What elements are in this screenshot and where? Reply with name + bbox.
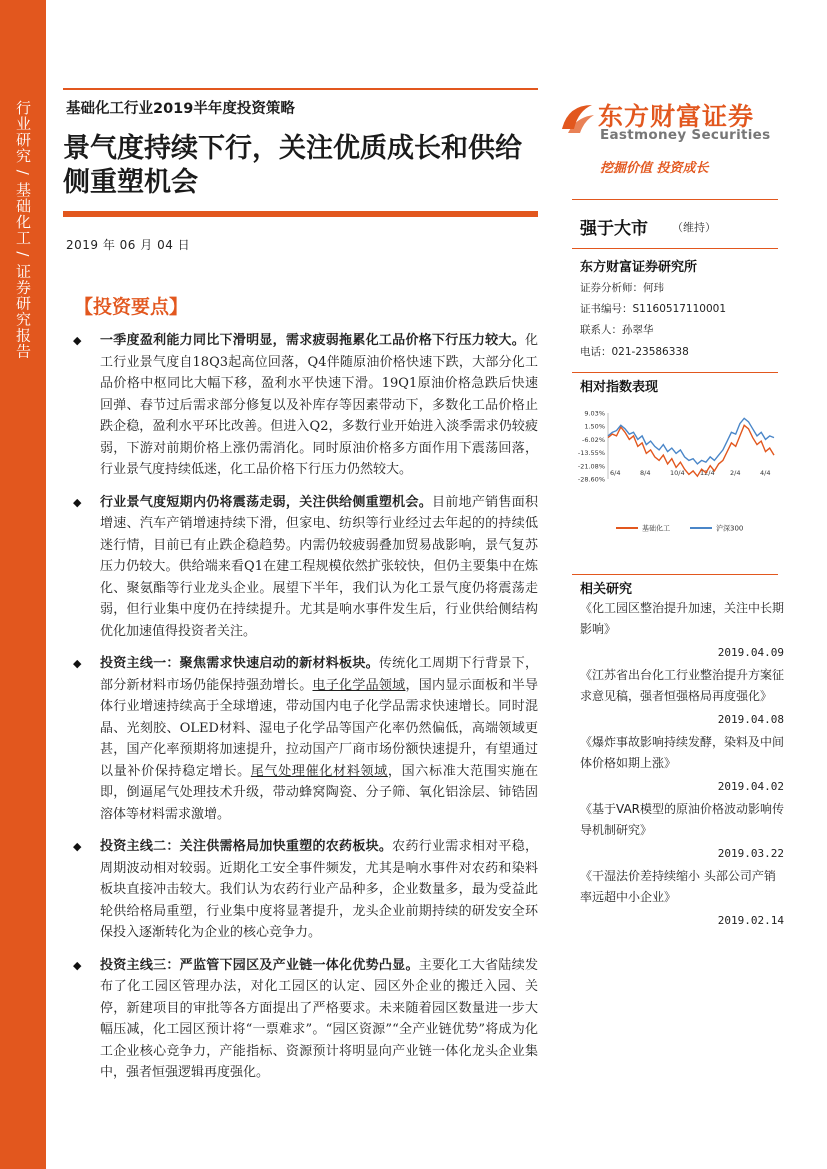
- report-subtitle: 基础化工行业2019半年度投资策略: [66, 101, 295, 117]
- left-sidebar: [0, 0, 46, 1169]
- key-point: [70, 955, 538, 1084]
- y-tick-label: 9.03%: [584, 409, 605, 418]
- divider: [572, 248, 778, 249]
- related-item-date: 2019.02.14: [717, 914, 784, 927]
- x-tick-label: 4/4: [760, 468, 771, 477]
- related-research-list: [580, 598, 784, 933]
- point-heading: 一季度盈利能力同比下滑明显，需求疲弱拖累化工品价格下行压力较大。: [100, 333, 525, 348]
- point-body: 农药行业需求相对平稳，周期波动相对较弱。近期化工安全事件频发，尤其是响水事件对农药和染料板块直接冲击较大。我们认为农药行业产品种多，企业数量多，最为受益此轮供给格局重塑，行业集中度将显著提升，龙头企业前期持续的研发安全环保投入逐渐转化为企业的核心竞争力。: [100, 839, 538, 940]
- underlined-term: 电子化学品领域: [312, 677, 406, 693]
- key-point: [70, 492, 538, 643]
- point-body: ，国内显示面板和半导体行业增速持续高于全球增速，带动国内电子化学品需求快速增长。同时混晶、光刻胶、OLED材料、湿电子化学品等国产化率仍然偏低，高端领域更甚，国产化率预期将加速提升，拉动国产厂商市场份额快速提升，有望通过以量补价保持稳定增长。: [100, 677, 538, 779]
- key-point: [70, 653, 538, 825]
- related-item-date: 2019.04.02: [717, 780, 784, 793]
- rating-label: 强于大市: [580, 219, 648, 239]
- point-heading: 行业景气度短期内仍将震荡走弱，关注供给侧重塑机会。: [100, 494, 433, 510]
- related-item-date: 2019.04.08: [717, 713, 784, 726]
- point-body: 目前地产销售面积增速、汽车产销增速持续下滑，但家电、纺织等行业经过去年起的的持续低迷行情，目前已有止跌企稳趋势。内需仍较疲弱叠加贸易战影响，景气复苏压力仍较大。供给端来看Q1在建工程规模依然扩张较快，但仍主要集中在炼化、聚氨酯等行业龙头企业。展望下半年，我们认为化工景气度仍将震荡走弱，但行业集中度仍在持续提升。尤其是响水事件发生后，行业供给侧结构优化加速值得投资者关注。: [100, 494, 538, 639]
- key-point: [70, 330, 538, 481]
- y-tick-label: -13.55%: [577, 449, 605, 458]
- diamond-bullet-icon: ◆: [73, 657, 82, 670]
- logo-mark-icon: [558, 99, 596, 137]
- x-tick-label: 6/4: [610, 468, 621, 477]
- point-body: 化工行业景气度自18Q3起高位回落，Q4伴随原油价格快速下跌，大部分化工品价格中枢同比大幅下移，盈利水平快速下滑。19Q1原油价格急跌后快速回弹、春节过后需求部分修复以及补库存等因素带动下，多数化工品价格止跌企稳，盈利水平环比改善。但进入Q2，多数行业开始进入淡季需求仍较疲弱，下游对前期价格上涨仍需消化。同时原油价格多方面作用下震荡回落，行业景气度持续低迷，化工品价格下行压力仍然较大。: [100, 333, 538, 477]
- brand-logo: [558, 97, 778, 149]
- performance-title: 相对指数表现: [580, 380, 659, 395]
- related-item-date: 2019.04.09: [717, 646, 784, 659]
- divider: [572, 199, 778, 200]
- diamond-bullet-icon: ◆: [73, 840, 82, 853]
- title-bar: [63, 211, 538, 217]
- point-body: ，国六标准大范围实施在即，倒逼尾气处理技术升级，带动蜂窝陶瓷、分子筛、氧化铝涂层、铈锆固溶体等材料需求激增。: [100, 763, 538, 822]
- key-points-list: [70, 330, 538, 1095]
- rating-sub: （维持）: [672, 221, 716, 234]
- y-tick-label: 1.50%: [584, 422, 605, 431]
- analyst-name: 证券分析师：何玮: [580, 282, 664, 294]
- point-body: 主要化工大省陆续发布了化工园区管理办法，对化工园区的认定、园区外企业的搬迁入园、关停，新建项目的审批等各方面提出了严格要求。未来随着园区数量进一步大幅压减，化工园区预计将“一票难求”。“园区资源”“全产业链优势”将成为化工企业核心竞争力，产能指标、资源预计将明显向产业链一体化龙头企业集中，强者恒强逻辑再度强化。: [100, 957, 538, 1080]
- diamond-bullet-icon: ◆: [73, 495, 82, 509]
- divider: [572, 574, 778, 575]
- x-tick-label: 10/4: [670, 468, 685, 477]
- related-item-title[interactable]: 《化工园区整治提升加速，关注中长期影响》: [580, 601, 785, 636]
- related-item-title[interactable]: 《基于VAR模型的原油价格波动影响传导机制研究》: [580, 802, 784, 837]
- header-rule: [63, 88, 538, 90]
- sidebar-label: 行业研究 / 基础化工 / 证券研究报告: [14, 100, 32, 360]
- related-research-title: 相关研究: [580, 582, 633, 597]
- report-title: 景气度持续下行，关注优质成长和供给侧重塑机会: [63, 133, 522, 198]
- brand-slogan: 挖掘价值 投资成长: [600, 161, 709, 176]
- relative-index-chart: [572, 405, 782, 545]
- contact-name: 联系人：孙翠华: [580, 324, 654, 336]
- x-tick-label: 2/4: [730, 468, 741, 477]
- y-tick-label: -21.08%: [577, 462, 605, 471]
- divider: [572, 372, 778, 373]
- diamond-bullet-icon: ◆: [73, 958, 82, 972]
- related-item-title[interactable]: 《爆炸事故影响持续发酵，染料及中间体价格如期上涨》: [580, 735, 785, 770]
- point-body: 传统化工周期下行背景下，部分新材料市场仍能保持强劲增长。: [100, 656, 538, 693]
- x-tick-label: 12/4: [700, 468, 715, 477]
- diamond-bullet-icon: ◆: [73, 334, 82, 347]
- report-date: 2019 年 06 月 04 日: [66, 238, 191, 252]
- y-tick-label: -28.60%: [577, 475, 605, 484]
- point-heading: 投资主线一：聚焦需求快速启动的新材料板块。: [100, 656, 379, 671]
- related-item-date: 2019.03.22: [717, 847, 784, 860]
- related-item-title[interactable]: 《江苏省出台化工行业整治提升方案征求意见稿，强者恒强格局再度强化》: [580, 668, 785, 703]
- related-item-title[interactable]: 《干湿法价差持续缩小 头部公司产销率远超中小企业》: [580, 869, 776, 904]
- phone-number: 电话：021-23586338: [580, 346, 689, 358]
- brand-name-en: Eastmoney Securities: [600, 127, 771, 143]
- y-tick-label: -6.02%: [582, 435, 605, 444]
- x-tick-label: 8/4: [640, 468, 651, 477]
- legend-label: 基础化工: [642, 524, 670, 533]
- point-heading: 投资主线二：关注供需格局加快重塑的农药板块。: [100, 839, 393, 854]
- legend-label: 沪深300: [716, 524, 744, 533]
- point-heading: 投资主线三：严监管下园区及产业链一体化优势凸显。: [100, 957, 419, 973]
- brand-name-cn: 东方财富证券: [598, 102, 755, 131]
- key-point: [70, 836, 538, 944]
- cert-number: 证书编号：S1160517110001: [580, 303, 727, 315]
- series-line: [608, 418, 774, 464]
- underlined-term: 尾气处理催化材料领域: [250, 763, 388, 779]
- institute-name: 东方财富证券研究所: [580, 260, 698, 275]
- section-title: 【投资要点】: [74, 296, 189, 318]
